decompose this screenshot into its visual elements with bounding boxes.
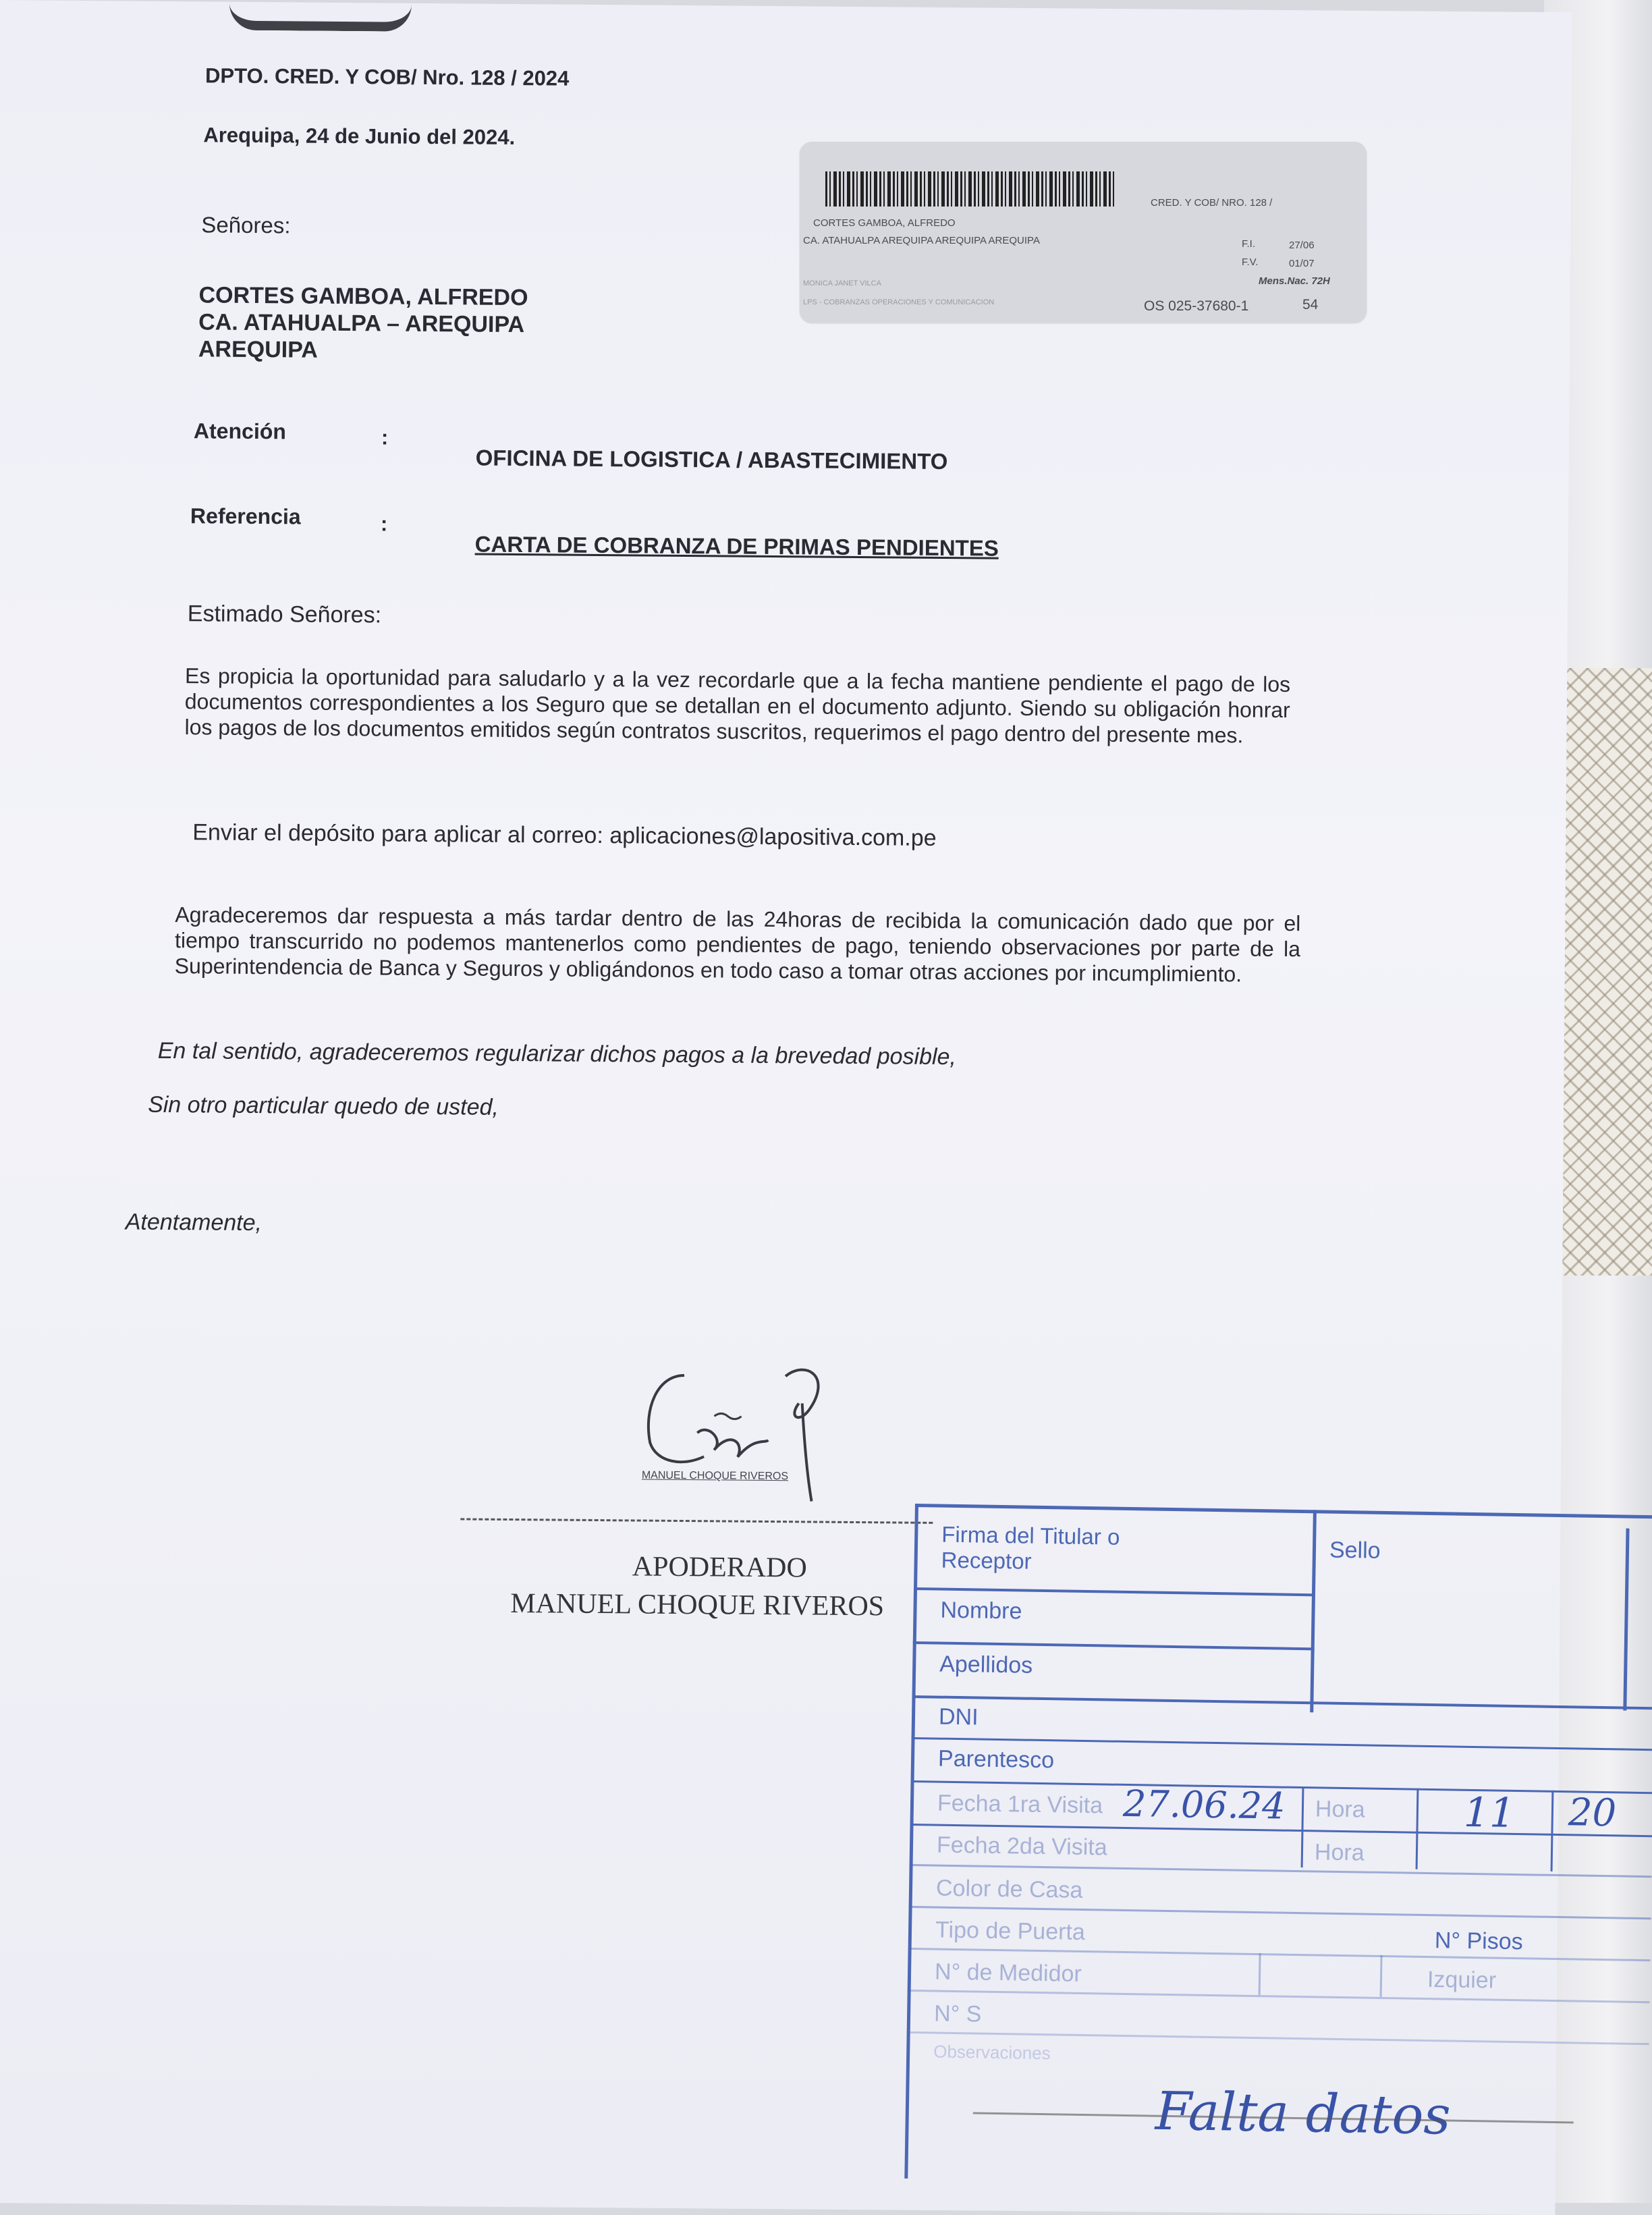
signature-role: APODERADO: [632, 1551, 807, 1584]
handwritten-note: Falta datos: [1155, 2081, 1452, 2147]
label-service: Mens.Nac. 72H: [1259, 275, 1330, 287]
hora-value: 11: [1463, 1788, 1516, 1838]
label-address: CA. ATAHUALPA AREQUIPA AREQUIPA AREQUIPA: [803, 235, 1040, 246]
pisos-label: N° Pisos: [1434, 1927, 1523, 1955]
n-label: N° S: [933, 2000, 982, 2027]
nro-label: N° de Medidor: [934, 1959, 1082, 1987]
label-os-number: OS 025-37680-1: [1144, 298, 1249, 314]
label-fv-value: 01/07: [1289, 258, 1315, 269]
hora-label: Hora: [1315, 1796, 1365, 1823]
signature-printed-name: MANUEL CHOQUE RIVEROS: [641, 1469, 789, 1483]
attention-colon: :: [381, 425, 389, 449]
parentesco-label: Parentesco: [937, 1745, 1055, 1774]
label-fv-label: F.V.: [1242, 256, 1259, 268]
attention-value: OFICINA DE LOGISTICA / ABASTECIMIENTO: [475, 445, 948, 474]
apellidos-label: Apellidos: [939, 1651, 1033, 1678]
closing-line: Sin otro particular quedo de usted,: [148, 1091, 499, 1120]
shipping-label: [800, 142, 1367, 323]
label-fi-value: 27/06: [1289, 240, 1315, 251]
reference-colon: :: [380, 512, 388, 536]
greeting: Estimado Señores:: [187, 601, 382, 628]
label-ref: CRED. Y COB/ NRO. 128 /: [1151, 197, 1273, 209]
deposit-line: Enviar el depósito para aplicar al correo: aplicaciones@lapositiva.com.pe: [192, 819, 937, 851]
recipient-city: AREQUIPA: [198, 336, 319, 363]
reference-label: Referencia: [190, 503, 301, 529]
label-faint-1: MONICA JANET VILCA: [803, 279, 881, 288]
tipo-label: Tipo de Puerta: [935, 1917, 1086, 1946]
signature-name: MANUEL CHOQUE RIVEROS: [510, 1588, 885, 1622]
dni-label: DNI: [938, 1703, 979, 1730]
place-date: Arequipa, 24 de Junio del 2024.: [203, 123, 516, 149]
label-faint-2: LPS - COBRANZAS OPERACIONES Y COMUNICACION: [803, 298, 995, 306]
regularize-line: En tal sentido, agradeceremos regularizar dichos pagos a la brevedad posible,: [157, 1037, 957, 1070]
label-fi-label: F.I.: [1242, 238, 1256, 250]
paragraph-1: Es propicia la oportunidad para saludarlo y a la vez recordarle que a la fecha mantiene pendiente el pago de los documentos correspondientes a los Seguro que se detallan en el documento adjunto. Siendo su obligación honrar los pagos de los documentos emitidos según contratos suscritos, requerimos el pago dentro del presente mes.: [184, 663, 1291, 748]
signature-line: [460, 1518, 933, 1523]
top-logo-mark: [229, 0, 412, 32]
visita1-label: Fecha 1ra Visita: [937, 1790, 1103, 1819]
hora2-label: Hora: [1314, 1839, 1365, 1866]
izq-label: Izquier: [1427, 1967, 1497, 1994]
label-code: 54: [1302, 297, 1319, 312]
color-label: Color de Casa: [935, 1875, 1083, 1903]
handwritten-signature: [629, 1355, 860, 1512]
reference-number: DPTO. CRED. Y COB/ Nro. 128 / 2024: [204, 63, 570, 90]
sign-off: Atentamente,: [125, 1209, 263, 1236]
visita2-label: Fecha 2da Visita: [936, 1832, 1107, 1861]
barcode: [825, 171, 1116, 207]
label-name: CORTES GAMBOA, ALFREDO: [813, 217, 956, 229]
paragraph-2: Agradeceremos dar respuesta a más tardar dentro de las 24horas de recibida la comunicación dado que por el tiempo transcurrido no podemos mantenerlos como pendientes de pago, teniendo observaciones por parte de la Superintendencia de Banca y Seguros y obligándonos en todo caso a tomar otras acciones por incumplimiento.: [174, 902, 1301, 987]
recipient-address: CA. ATAHUALPA – AREQUIPA: [198, 309, 525, 338]
recipient-name: CORTES GAMBOA, ALFREDO: [198, 282, 528, 311]
nombre-label: Nombre: [940, 1597, 1022, 1624]
salutation-label: Señores:: [201, 212, 291, 238]
delivery-stamp: [904, 1504, 1652, 2190]
attention-label: Atención: [193, 418, 287, 444]
minutes-value: 20: [1568, 1790, 1617, 1836]
obs-label: Observaciones: [933, 2041, 1051, 2064]
reference-value: CARTA DE COBRANZA DE PRIMAS PENDIENTES: [474, 531, 999, 561]
visita1-date: 27.06.24: [1122, 1782, 1286, 1828]
sello-label: Sello: [1329, 1537, 1381, 1564]
firma-label: Firma del Titular o Receptor: [941, 1521, 1120, 1574]
background-mesh: [1558, 668, 1652, 1276]
